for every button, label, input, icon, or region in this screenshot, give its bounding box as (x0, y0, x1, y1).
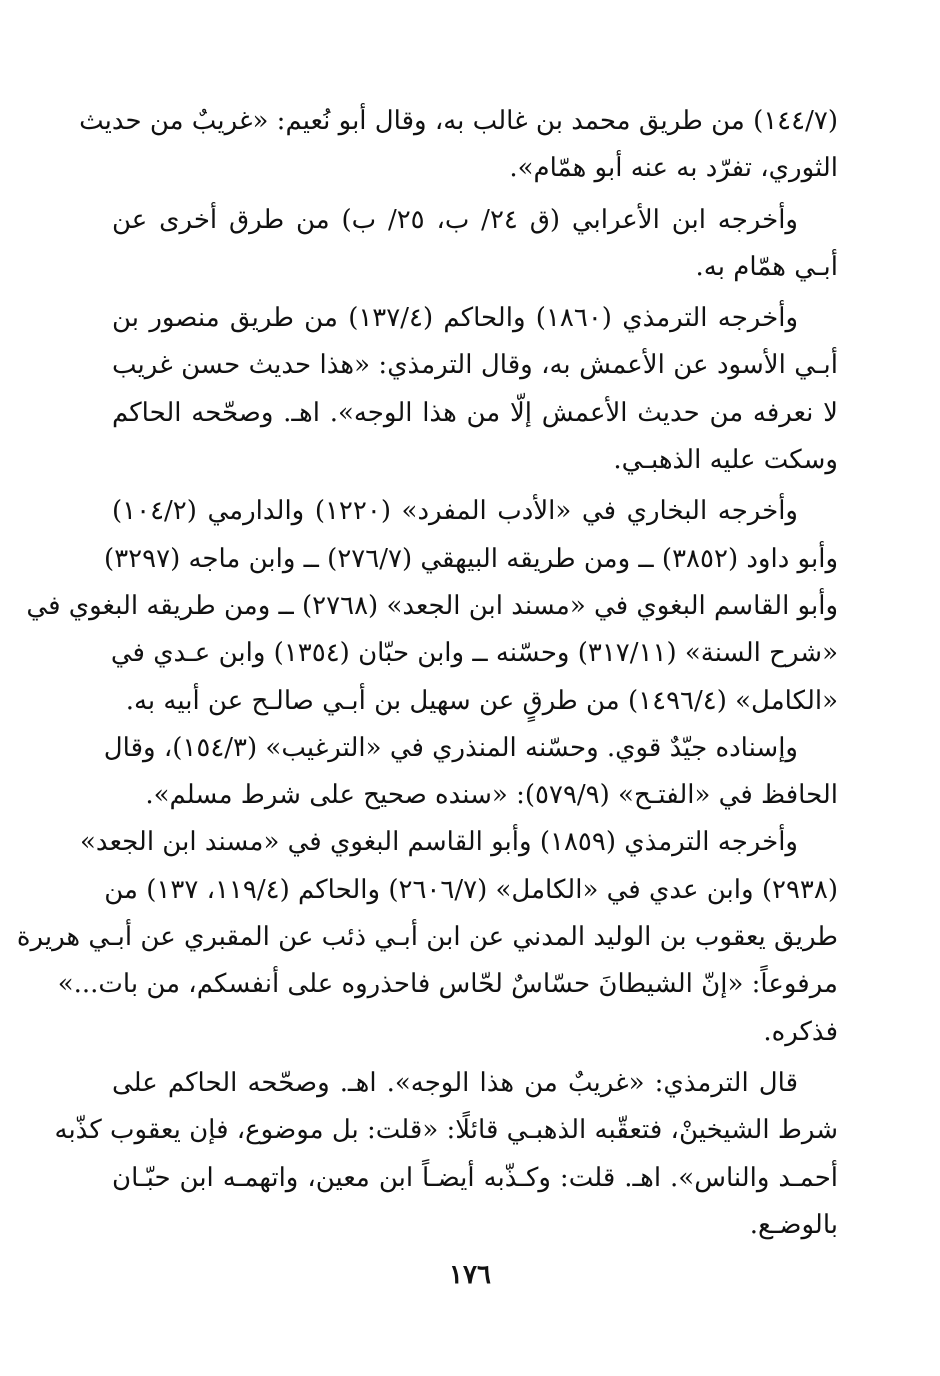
page-number: ١٧٦ (449, 1260, 491, 1290)
text-line: مرفوعاً: «إنّ الشيطانَ حسّاسٌ لحّاس فاحذروه على أنفسكم، من بات...» (57, 969, 838, 1000)
text-line: لا نعرفه من حديث الأعمش إلّا من هذا الوجه». اهـ. وصحّحه الحاكم (112, 397, 838, 428)
text-line: الثوري، تفرّد به عنه أبو همّام». (509, 153, 838, 184)
paragraph-6 (16, 819, 838, 1055)
text-line: وأخرجه الترمذي (١٨٥٩) وأبو القاسم البغوي في «مسند ابن الجعد» (80, 827, 798, 858)
paragraph-3 (112, 295, 838, 484)
text-line: وإسناده جيّدٌ قوي. وحسّنه المنذري في «الترغيب» (١٥٤/٣)، وقال (103, 732, 798, 763)
text-line: (٢٩٣٨) وابن عدي في «الكامل» (٢٦٠٦/٧) والحاكم (١١٩/٤، ١٣٧) من (104, 874, 838, 905)
text-line: «الكامل» (١٤٩٦/٤) من طرقٍ عن سهيل بن أبـي صالـح عن أبيه به. (125, 685, 838, 716)
text-line: أبـي الأسود عن الأعمش به، وقال الترمذي: «هذا حديث حسن غريب (112, 350, 838, 381)
text-line: شرط الشيخينْ، فتعقّبه الذهبـي قائلًا: «قلت: بل موضوع، فإن يعقوب كذّبه (54, 1115, 838, 1146)
text-line: أحمـد والناس». اهـ. قلت: وكـذّبه أيضـاً ابن معين، واتهمـه ابن حبّـان (112, 1162, 838, 1193)
text-line: بالوضـع. (749, 1209, 838, 1240)
text-line: وأخرجه ابن الأعرابي (ق ٢٤/ ب، ٢٥/ ب) من طرق أخرى عن (112, 204, 798, 235)
text-line: وأبو داود (٣٨٥٢) ــ ومن طريقه البيهقي (٢٧٦/٧) ــ وابن ماجه (٣٢٩٧) (104, 543, 838, 574)
paragraph-7 (54, 1060, 838, 1249)
text-line: فذكره. (763, 1016, 838, 1047)
text-line: (١٤٤/٧) من طريق محمد بن غالب به، وقال أبو نُعيم: «غريبٌ من حديث (79, 106, 838, 136)
paragraph-4 (26, 488, 838, 724)
text-line: وسكت عليه الذهبـي. (613, 445, 838, 476)
body-text (16, 98, 838, 1249)
text-line: طريق يعقوب بن الوليد المدني عن ابن أبـي ذئب عن المقبري عن أبـي هريرة (16, 922, 838, 953)
text-line: وأخرجه البخاري في «الأدب المفرد» (١٢٢٠) والدارمي (١٠٤/٢) (112, 496, 798, 527)
paragraph-1 (79, 98, 838, 193)
text-line: وأخرجه الترمذي (١٨٦٠) والحاكم (١٣٧/٤) من طريق منصور بن (112, 303, 798, 334)
text-line: قال الترمذي: «غريبٌ من هذا الوجه». اهـ. وصحّحه الحاكم على (112, 1067, 798, 1098)
text-line: أبـي همّام به. (695, 251, 838, 282)
paragraph-5 (103, 725, 838, 820)
text-line: وأبو القاسم البغوي في «مسند ابن الجعد» (٢٧٦٨) ــ ومن طريقه البغوي في (26, 590, 838, 621)
text-line: الحافظ في «الفتـح» (٥٧٩/٩): «سنده صحيح على شرط مسلم». (145, 780, 838, 811)
text-line: «شرح السنة» (٣١٧/١١) وحسّنه ــ وابن حبّان (١٣٥٤) وابن عـدي في (110, 638, 838, 669)
paragraph-2 (112, 197, 838, 292)
